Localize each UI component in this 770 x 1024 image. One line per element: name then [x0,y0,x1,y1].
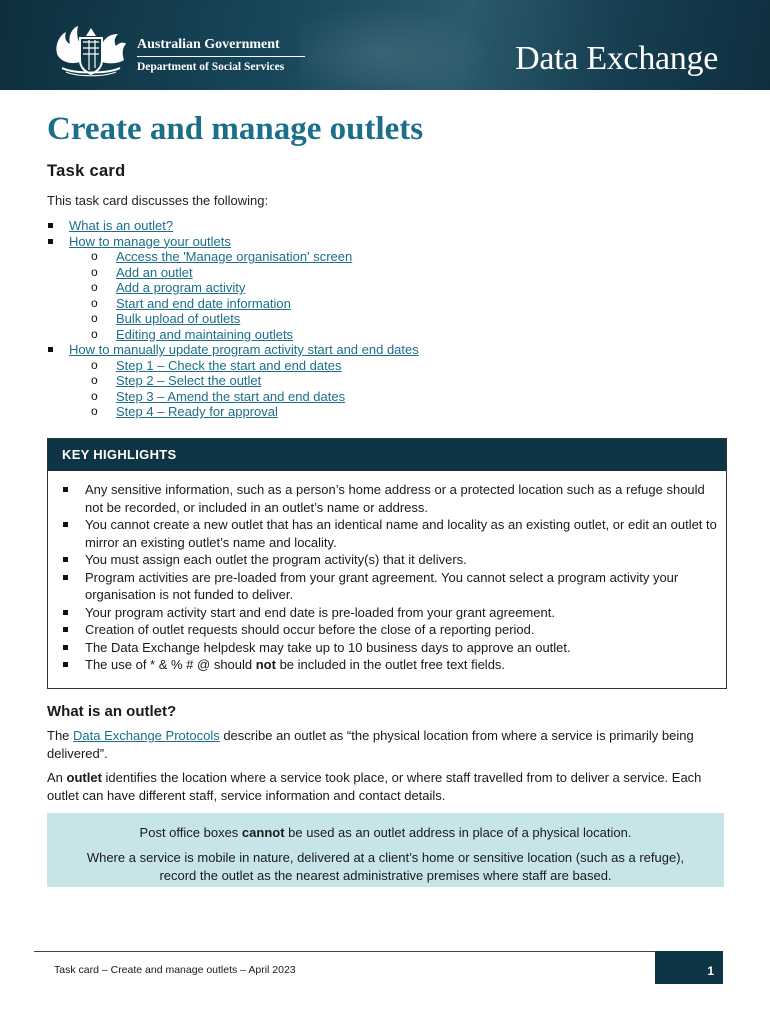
toc-subitem-marker: o [91,249,98,263]
toc-sublink[interactable]: Step 4 – Ready for approval [116,404,278,419]
highlight-text: be included in the outlet free text fields. [275,657,506,672]
key-highlight-item: Your program activity start and end date is pre-loaded from your grant agreement. [62,604,722,622]
document-subtitle: Task card [47,162,126,180]
toc-item [47,234,727,250]
table-of-contents [47,218,727,420]
callout-text: Post office boxes [139,825,242,840]
intro-text: This task card discusses the following: [47,193,269,208]
toc-subitem-marker: o [91,311,98,325]
toc-subitem [47,296,727,312]
toc-subitem [47,327,727,343]
data-exchange-protocols-link[interactable]: Data Exchange Protocols [73,728,220,743]
toc-sublink[interactable]: Step 3 – Amend the start and end dates [116,388,346,404]
toc-subitem [47,311,727,327]
key-highlight-item: Creation of outlet requests should occur before the close of a reporting period. [62,621,722,639]
key-highlights-list [62,481,722,674]
toc-sublink[interactable]: Editing and maintaining outlets [116,326,294,342]
key-highlight-item: Program activities are pre-loaded from your grant agreement. You cannot select a program activity your organisation is not funded to deliver. [62,569,722,604]
highlight-text: The use of * & % # @ should [85,657,256,672]
toc-sublink[interactable]: Start and end date information [116,295,291,311]
government-name: Australian Government [137,37,280,52]
toc-subitem [47,265,727,281]
government-divider [137,56,305,57]
toc-subitem-marker: o [91,264,98,279]
coat-of-arms-icon [52,22,130,78]
key-highlights-heading: KEY HIGHLIGHTS [48,439,726,471]
toc-link[interactable]: How to manually update program activity start and end dates [69,342,419,357]
note-callout [47,813,724,887]
page-title: Create and manage outlets [47,111,424,147]
header-banner [0,0,770,90]
toc-item [47,218,727,234]
department-name: Department of Social Services [137,61,285,73]
key-highlight-item [62,656,722,674]
callout-line-po-boxes [47,824,724,842]
key-highlight-item: The Data Exchange helpdesk may take up to 10 business days to approve an outlet. [62,639,722,657]
toc-subitem-marker: o [91,388,98,403]
toc-subitem-marker: o [91,373,98,387]
banner-texture [300,0,500,90]
emphasis-text: not [255,657,276,672]
toc-link[interactable]: How to manage your outlets [69,233,231,249]
callout-text: be used as an outlet address in place of a physical location. [284,825,632,840]
toc-sublink[interactable]: Access the 'Manage organisation' screen [116,249,353,264]
page-number: 1 [655,951,723,984]
toc-subitem-marker: o [91,326,98,341]
toc-sublink[interactable]: Step 1 – Check the start and end dates [116,357,342,373]
toc-subitem-marker: o [91,404,98,418]
product-name: Data Exchange [515,40,718,77]
toc-link[interactable]: What is an outlet? [69,218,174,233]
footer-divider [34,951,720,952]
toc-sublink[interactable]: Bulk upload of outlets [116,311,241,326]
key-highlight-item: Any sensitive information, such as a person’s home address or a protected location such as a refuge should not be recorded, or included in an outlet’s name or address. [62,481,722,516]
toc-sublink[interactable]: Step 2 – Select the outlet [116,373,262,388]
toc-sublink[interactable]: Add an outlet [116,264,193,280]
section-heading: What is an outlet? [47,703,177,720]
paragraph-text: The [47,728,74,743]
paragraph-text: An [47,770,67,785]
paragraph-text: identifies the location where a service took place, or where staff travelled from to deliver a service. Each outlet can have different staff, service information and contact details. [47,770,702,803]
key-highlight-item: You must assign each outlet the program activity(s) that it delivers. [62,551,722,569]
emphasis-text: cannot [241,825,285,840]
toc-subitem [47,404,727,420]
toc-subitem [47,358,727,374]
footer-text: Task card – Create and manage outlets – April 2023 [54,964,296,976]
toc-item [47,342,727,358]
toc-subitem [47,249,727,265]
toc-subitem [47,373,727,389]
toc-sublink[interactable]: Add a program activity [116,280,246,295]
toc-subitem-marker: o [91,357,98,372]
toc-subitem-marker: o [91,280,98,294]
key-highlights-box [47,438,727,689]
outlet-definition-paragraph [47,727,727,763]
emphasis-text: outlet [66,770,102,785]
callout-line-mobile-services: Where a service is mobile in nature, delivered at a client’s home or sensitive location (such as a refuge), record the outlet as the nearest administrative premises where staff are based. [86,850,685,883]
outlet-description-paragraph [47,769,727,805]
toc-subitem-marker: o [91,295,98,310]
key-highlight-item: You cannot create a new outlet that has an identical name and locality as an existing outlet, or edit an outlet to mirror an existing outlet’s name and locality. [62,516,722,551]
toc-subitem [47,280,727,296]
paragraph-text: describe an outlet as “the physical location from where a service is primarily being delivered”. [47,728,694,761]
toc-subitem [47,389,727,405]
